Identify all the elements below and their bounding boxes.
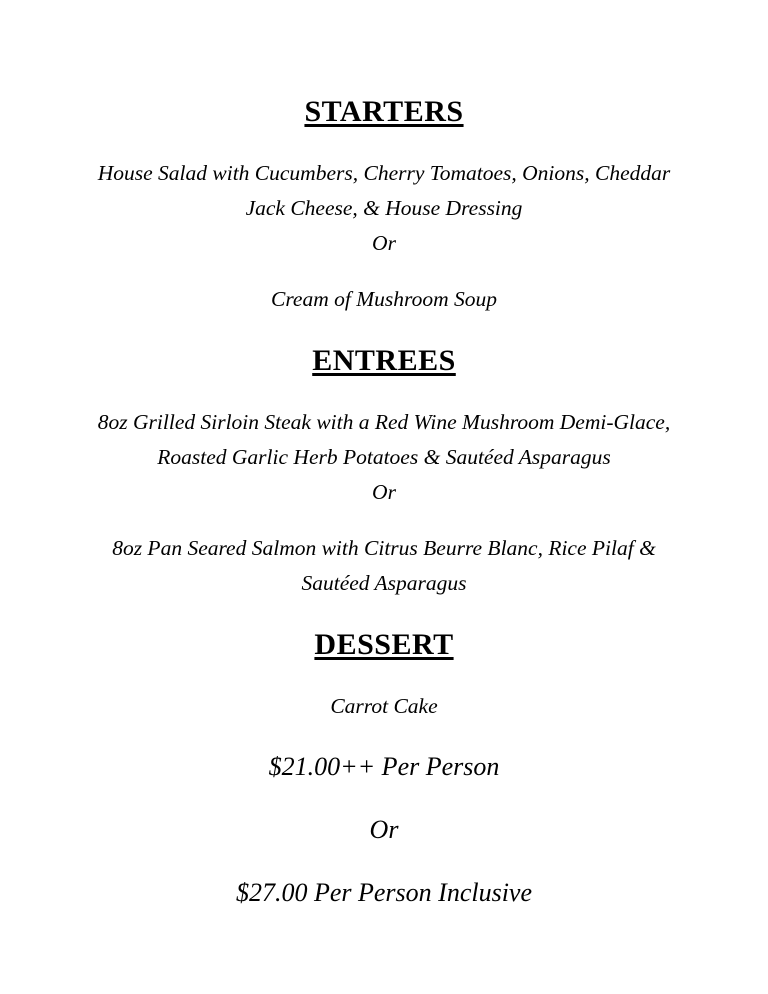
price-primary: $21.00++ Per Person xyxy=(268,752,500,782)
menu-item-starter-soup: Cream of Mushroom Soup xyxy=(271,287,497,312)
separator-or-entrees: Or xyxy=(372,479,396,504)
separator-or-pricing: Or xyxy=(369,815,399,845)
separator-or-starters: Or xyxy=(372,230,396,255)
section-heading-dessert-text: DESSERT xyxy=(314,627,454,661)
section-heading-starters-text: STARTERS xyxy=(304,95,464,128)
menu-item-entree-salmon: 8oz Pan Seared Salmon with Citrus Beurre Blanc, Rice Pilaf & Sautéed Asparagus xyxy=(112,535,656,595)
section-heading-starters xyxy=(90,94,678,130)
menu-item-entree-steak: 8oz Grilled Sirloin Steak with a Red Wine Mushroom Demi-Glace, Roasted Garlic Herb Potatoes & Sautéed Asparagus xyxy=(97,409,671,469)
section-heading-entrees xyxy=(90,343,678,379)
section-heading-dessert xyxy=(90,627,678,663)
section-heading-entrees-text: ENTREES xyxy=(312,343,456,377)
menu-item-starter-salad: House Salad with Cucumbers, Cherry Tomatoes, Onions, Cheddar Jack Cheese, & House Dressing xyxy=(97,161,671,220)
price-secondary: $27.00 Per Person Inclusive xyxy=(235,878,533,908)
menu-item-dessert-carrot-cake: Carrot Cake xyxy=(330,693,438,718)
